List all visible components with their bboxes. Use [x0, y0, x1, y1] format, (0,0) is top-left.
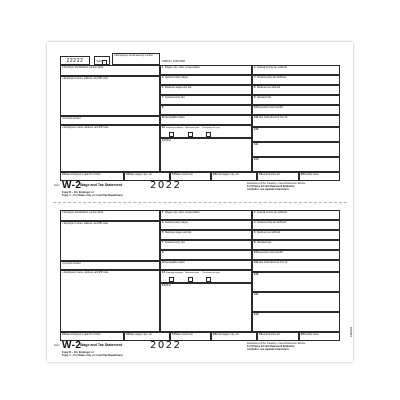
box-9[interactable]	[160, 105, 252, 115]
box-13-number: 13	[162, 125, 165, 129]
box-10-label: Dependent care benefits	[257, 250, 284, 254]
box-17-number: 17	[172, 172, 175, 176]
box-b-label: b Employer identification number (EIN)	[62, 65, 104, 69]
employee-ssn-label: a Employee's social security number	[114, 53, 153, 57]
box-6-medicare-tax[interactable]	[252, 230, 340, 240]
dept-line-3: Act Notice, see separate instructions.	[247, 188, 290, 192]
box-d-control-number[interactable]	[60, 261, 160, 270]
box-6-label: Medicare tax withheld	[257, 230, 281, 234]
box-12d[interactable]	[252, 157, 340, 172]
box-20-label: Locality name	[304, 172, 319, 176]
box-12c-number: 12c	[254, 292, 259, 296]
form-title: Wage and Tax Statement	[80, 343, 123, 347]
box-c-employer-address[interactable]	[60, 76, 160, 116]
perforation-line	[53, 202, 347, 203]
box-d-label: d Control number	[62, 116, 81, 120]
copy-line-1: Copy D – For Employer or	[62, 190, 94, 194]
box-8-label: Allocated tips	[257, 240, 272, 244]
box-12b[interactable]	[252, 127, 340, 142]
box-15-number: 15	[62, 172, 65, 176]
box-20-number: 20	[301, 332, 304, 336]
box-5-number: 5	[162, 230, 164, 234]
form-name: W-2	[62, 340, 82, 351]
irs-notice	[247, 342, 305, 352]
box-17-label: State income tax	[175, 172, 193, 176]
box-4-ss-tax[interactable]	[252, 75, 340, 85]
box-e-label: e Employee's name, address, and ZIP code	[62, 270, 109, 274]
box-16-number: 16	[126, 172, 129, 176]
form-word: Form	[54, 184, 60, 187]
control-code: 22222	[60, 56, 90, 65]
box-14-number: 14	[162, 283, 165, 287]
form-footer	[53, 181, 347, 195]
box-4-ss-tax[interactable]	[252, 220, 340, 230]
box-7-number: 7	[162, 240, 164, 244]
box-8-allocated-tips[interactable]	[252, 95, 340, 105]
box-12c[interactable]	[252, 292, 340, 312]
box-14-number: 14	[162, 138, 165, 142]
form-word: Form	[54, 344, 60, 347]
employee-ssn-box[interactable]	[112, 53, 160, 65]
box-11-label: Nonqualified plans	[165, 115, 185, 119]
box-12c-number: 12c	[254, 142, 259, 146]
box-e-label: e Employee's name, address, and ZIP code	[62, 125, 109, 129]
box-12a-number: 12a	[254, 260, 259, 264]
box-4-label: Social security tax withheld	[257, 75, 286, 79]
omb-number: OMB No. 1545-0008	[162, 60, 185, 63]
dept-line-2: For Privacy Act and Paperwork Reduction	[247, 185, 295, 189]
box-16-number: 16	[126, 332, 129, 336]
retirement-plan-checkbox[interactable]	[188, 132, 193, 137]
box-14-other[interactable]	[160, 283, 252, 332]
box-20-label: Locality name	[304, 332, 319, 336]
box-c-label: c Employer's name, address, and ZIP code	[62, 76, 108, 80]
box-5-medicare-wages[interactable]	[160, 230, 252, 240]
box-19-local-tax[interactable]	[257, 332, 299, 341]
box-11-number: 11	[162, 115, 165, 119]
box-3-ss-wages[interactable]	[160, 75, 252, 85]
box-2-number: 2	[254, 65, 256, 69]
box-d-label: d Control number	[62, 261, 81, 265]
box-12a[interactable]	[252, 260, 340, 272]
box-4-number: 4	[254, 75, 256, 79]
box-13-retirement-label: Retirement plan	[185, 127, 200, 129]
box-5-label: Medicare wages and tips	[165, 230, 192, 234]
box-7-label: Social security tips	[165, 95, 185, 99]
box-13-sickpay-label: Third-party sick pay	[202, 272, 220, 274]
box-7-ss-tips[interactable]	[160, 95, 252, 105]
box-10-number: 10	[254, 105, 257, 109]
void-label: Void	[96, 60, 102, 63]
box-1-number: 1	[162, 65, 164, 69]
dept-line-2: For Privacy Act and Paperwork Reduction	[247, 345, 295, 349]
form-name: W-2	[62, 180, 82, 191]
box-12d-number: 12d	[254, 312, 259, 316]
box-19-number: 19	[259, 172, 262, 176]
box-18-label: Local wages, tips, etc.	[216, 332, 240, 336]
box-12b[interactable]	[252, 272, 340, 292]
box-d-control-number[interactable]	[60, 116, 160, 125]
box-13-statutory-label: Statutory employee	[166, 272, 184, 274]
box-10-label: Dependent care benefits	[257, 105, 284, 109]
box-7-label: Social security tips	[165, 240, 185, 244]
box-b-ein[interactable]	[60, 65, 160, 76]
box-11-nonqualified[interactable]	[160, 115, 252, 125]
box-1-label: Wages, tips, other compensation	[165, 65, 200, 69]
box-17-number: 17	[172, 332, 175, 336]
box-3-label: Social security wages	[165, 220, 188, 224]
box-7-ss-tips[interactable]	[160, 240, 252, 250]
dept-line-1: Department of the Treasury—Internal Revenue Service	[247, 182, 306, 185]
box-2-federal-tax[interactable]	[252, 65, 340, 75]
box-b-ein[interactable]	[60, 210, 160, 221]
copy-line-2: Copy 1 – For State, City, or Local Tax Department	[62, 193, 123, 197]
box-18-number: 18	[213, 172, 216, 176]
box-13-sickpay-label: Third-party sick pay	[202, 127, 220, 129]
box-2-number: 2	[254, 210, 256, 214]
box-16-label: State wages, tips, etc.	[129, 172, 153, 176]
box-c-employer-address[interactable]	[60, 221, 160, 261]
box-3-ss-wages[interactable]	[160, 220, 252, 230]
part-code: LW2ER	[349, 326, 353, 337]
box-20-locality[interactable]	[299, 332, 340, 341]
box-8-number: 8	[254, 95, 256, 99]
box-3-number: 3	[162, 75, 164, 79]
box-19-local-tax[interactable]	[257, 172, 299, 181]
box-14-label: Other	[165, 138, 171, 142]
box-9-number: 9	[162, 250, 164, 254]
box-17-label: State income tax	[175, 332, 193, 336]
box-6-medicare-tax[interactable]	[252, 85, 340, 95]
box-12a-label: See instructions for box 12	[259, 260, 288, 264]
box-13-retirement-label: Retirement plan	[185, 272, 200, 274]
box-12a[interactable]	[252, 115, 340, 127]
box-14-label: Other	[165, 283, 171, 287]
box-10-dependent-care[interactable]	[252, 250, 340, 260]
box-15-label: State Employer's state ID number	[65, 332, 101, 336]
copy-line-1: Copy D – For Employer or	[62, 350, 94, 354]
box-12b-number: 12b	[254, 272, 259, 276]
box-4-label: Social security tax withheld	[257, 220, 286, 224]
box-6-number: 6	[254, 230, 256, 234]
box-11-number: 11	[162, 260, 165, 264]
box-5-label: Medicare wages and tips	[165, 85, 192, 89]
box-14-other[interactable]	[160, 138, 252, 172]
box-19-label: Local income tax	[262, 332, 280, 336]
box-3-number: 3	[162, 220, 164, 224]
tax-year: 2022	[150, 180, 182, 191]
box-13-statutory-label: Statutory employee	[166, 127, 184, 129]
box-9[interactable]	[160, 250, 252, 260]
box-18-local-wages[interactable]	[211, 172, 257, 181]
w2-form-copy-bottom	[53, 208, 347, 357]
box-18-number: 18	[213, 332, 216, 336]
box-5-medicare-wages[interactable]	[160, 85, 252, 95]
box-10-dependent-care[interactable]	[252, 105, 340, 115]
box-12b-number: 12b	[254, 127, 259, 131]
box-2-federal-tax[interactable]	[252, 210, 340, 220]
box-16-label: State wages, tips, etc.	[129, 332, 153, 336]
dept-line-1: Department of the Treasury—Internal Revenue Service	[247, 342, 306, 345]
box-2-label: Federal income tax withheld	[257, 65, 287, 69]
tax-year: 2022	[150, 340, 182, 351]
box-20-locality[interactable]	[299, 172, 340, 181]
box-12a-label: See instructions for box 12	[259, 115, 288, 119]
box-13-checkboxes[interactable]	[160, 125, 252, 138]
box-3-label: Social security wages	[165, 75, 188, 79]
box-5-number: 5	[162, 85, 164, 89]
dept-line-3: Act Notice, see separate instructions.	[247, 348, 290, 352]
box-6-label: Medicare tax withheld	[257, 85, 281, 89]
void-box[interactable]	[94, 56, 110, 65]
box-10-number: 10	[254, 250, 257, 254]
statutory-employee-checkbox[interactable]	[169, 132, 174, 137]
third-party-sick-pay-checkbox[interactable]	[206, 277, 211, 282]
box-e-employee-address[interactable]	[60, 125, 160, 172]
box-8-allocated-tips[interactable]	[252, 240, 340, 250]
box-12d[interactable]	[252, 312, 340, 332]
box-20-number: 20	[301, 172, 304, 176]
box-1-wages[interactable]	[160, 210, 252, 220]
irs-notice	[247, 182, 305, 192]
box-b-label: b Employer identification number (EIN)	[62, 210, 104, 214]
box-7-number: 7	[162, 95, 164, 99]
box-1-label: Wages, tips, other compensation	[165, 210, 200, 214]
box-18-local-wages[interactable]	[211, 332, 257, 341]
retirement-plan-checkbox[interactable]	[188, 277, 193, 282]
form-title: Wage and Tax Statement	[80, 183, 123, 187]
box-15-number: 15	[62, 332, 65, 336]
box-1-wages[interactable]	[160, 65, 252, 75]
copy-line-2: Copy 1 – For State, City, or Local Tax Department	[62, 353, 123, 357]
form-footer	[53, 341, 347, 355]
box-8-number: 8	[254, 240, 256, 244]
box-4-number: 4	[254, 220, 256, 224]
box-11-label: Nonqualified plans	[165, 260, 185, 264]
box-1-number: 1	[162, 210, 164, 214]
box-13-checkboxes[interactable]	[160, 270, 252, 283]
statutory-employee-checkbox[interactable]	[169, 277, 174, 282]
box-6-number: 6	[254, 85, 256, 89]
box-15-label: State Employer's state ID number	[65, 172, 101, 176]
box-9-number: 9	[162, 105, 164, 109]
box-19-number: 19	[259, 332, 262, 336]
box-c-label: c Employer's name, address, and ZIP code	[62, 221, 108, 225]
w2-form-copy-top	[53, 48, 347, 197]
box-8-label: Allocated tips	[257, 95, 272, 99]
box-11-nonqualified[interactable]	[160, 260, 252, 270]
box-2-label: Federal income tax withheld	[257, 210, 287, 214]
box-12a-number: 12a	[254, 115, 259, 119]
third-party-sick-pay-checkbox[interactable]	[206, 132, 211, 137]
box-12c[interactable]	[252, 142, 340, 157]
box-18-label: Local wages, tips, etc.	[216, 172, 240, 176]
box-19-label: Local income tax	[262, 172, 280, 176]
box-e-employee-address[interactable]	[60, 270, 160, 332]
box-12d-number: 12d	[254, 157, 259, 161]
w2-form-sheet	[47, 42, 353, 362]
box-13-number: 13	[162, 270, 165, 274]
